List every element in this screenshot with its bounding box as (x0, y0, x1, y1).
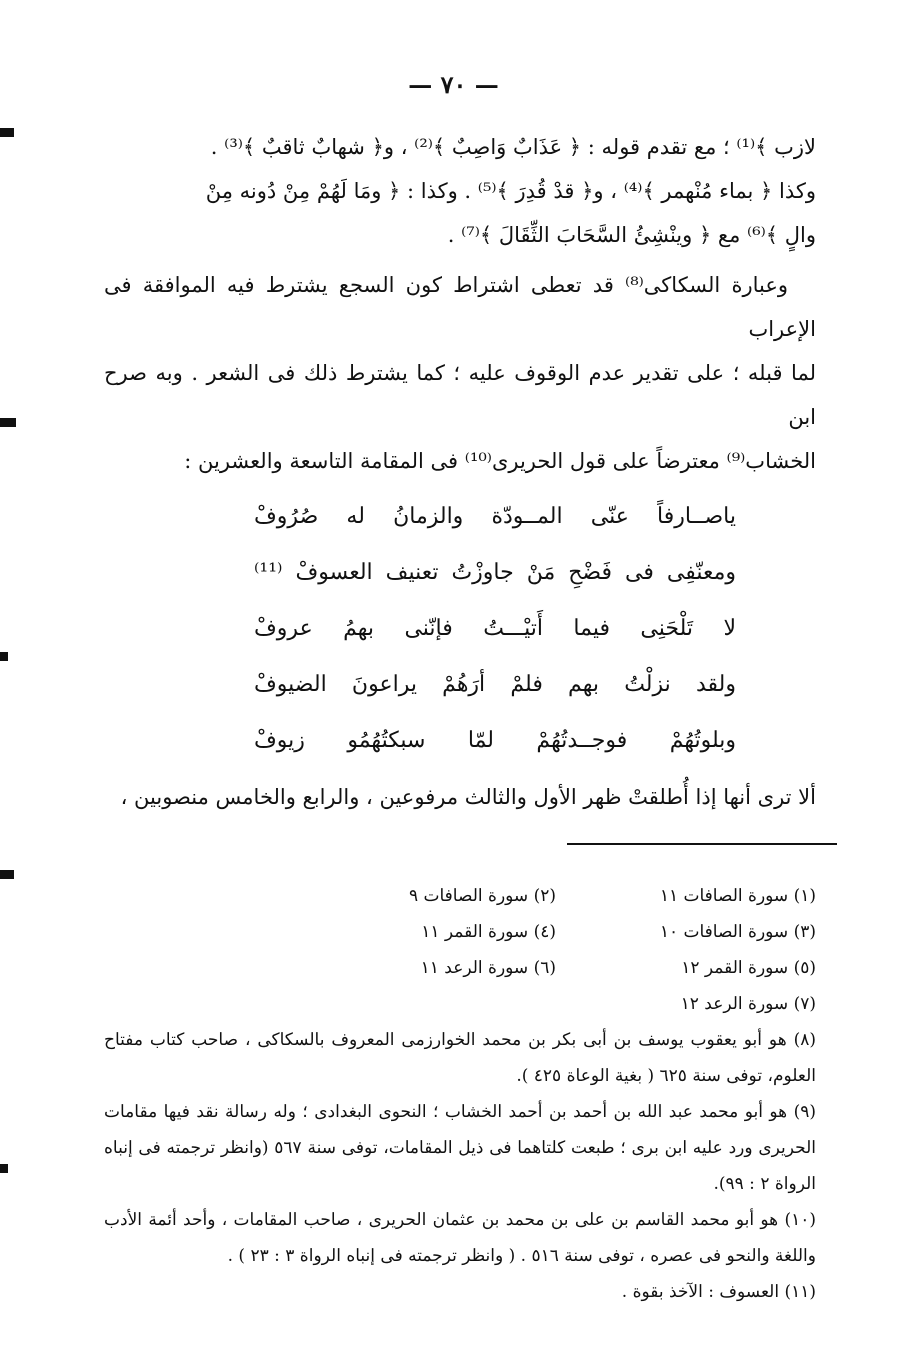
page-number: — ٧٠ — (408, 70, 499, 99)
verse-line: لا تَلْحَنِى فيما أَتيْـــتُ فإنّنى بهمُ عروفْ (254, 616, 736, 641)
footnote: (١٠) هو أبو محمد القاسم بن على بن محمد بن عثمان الحريرى ، صاحب المقامات ، وأحد أئمة الأدب واللغة والنحو فى عصره ، توفى سنة ٥١٦ . ( وانظر ترجمته فى إنباه الرواة ٣ : ٢٣ ) . (104, 1210, 816, 1266)
text-line: والٍ ﴾⁽⁶⁾ مع ﴿ وينْشِئُ السَّحَابَ الثِّقَالَ ﴾⁽⁷⁾ . (447, 223, 816, 247)
scan-margin-mark (0, 1164, 8, 1173)
verse-line: ومعنّفِى فى فَضْحِ مَنْ جاوزْتُ تعنيف العسوفْ ⁽¹¹⁾ (254, 560, 736, 585)
verse-line: ياصــارفاً عنّى المــودّة والزمانُ له صُرُوفْ (254, 504, 736, 529)
footnote: (٩) هو أبو محمد عبد الله بن أحمد بن أحمد الخشاب ؛ النحوى البغدادى ؛ وله رسالة نقد فيها مقامات الحريرى ورد عليه ابن برى ؛ طبعت كلتاهما فى ذيل المقامات، توفى سنة ٥٦٧ (وانظر ترجمته فى إنباه الرواة ٢ : ٩٩). (104, 1102, 816, 1194)
text-line: ألا ترى أنها إذا أُطلقتْ ظهر الأول والثالث مرفوعين ، والرابع والخامس منصوبين ، (120, 785, 816, 809)
text-line: لازب ﴾⁽¹⁾ ؛ مع تقدم قوله : ﴿ عَذَابٌ وَاصِبٌ ﴾⁽²⁾ ، و﴿ شهابٌ ثاقبٌ ﴾⁽³⁾ . (210, 135, 816, 159)
footnote: (٥) سورة القمر ١٢ (681, 958, 816, 978)
footnote: (٧) سورة الرعد ١٢ (680, 994, 816, 1014)
text-line: الخشاب⁽⁹⁾ معترضاً على قول الحريرى⁽¹⁰⁾ فى المقامة التاسعة والعشرين : (184, 449, 816, 473)
verse-line: ولقد نزلْتُ بهم فلمْ أرَهُمْ يراعونَ الضيوفْ (254, 672, 736, 697)
footnotes (104, 878, 816, 1310)
text-line: وكذا ﴿ بماء مُنْهمر ﴾⁽⁴⁾ ، و﴿ قدْ قُدِرَ ﴾⁽⁵⁾ . وكذا : ﴿ ومَا لَهُمْ مِنْ دُونه مِنْ (205, 179, 816, 203)
footnote-long-list (104, 1022, 816, 1310)
footnote-grid (104, 878, 816, 1022)
scan-margin-mark (0, 418, 16, 427)
footnote: (٤) سورة القمر ١١ (421, 922, 556, 942)
footnote: (١١) العسوف : الآخذ بقوة . (621, 1282, 816, 1302)
scan-margin-mark (0, 652, 8, 661)
verse-line: وبلوتُهُمْ فوجــدتُهُمْ لمّا سبكتُهُمُو زيوفْ (254, 728, 736, 753)
footnote: (٦) سورة الرعد ١١ (420, 958, 556, 978)
text-line: وعبارة السكاكى⁽⁸⁾ قد تعطى اشتراط كون السجع يشترط فيه الموافقة فى الإعراب (104, 273, 816, 341)
footnote-separator (567, 843, 837, 845)
text-line: لما قبله ؛ على تقدير عدم الوقوف عليه ؛ كما يشترط ذلك فى الشعر . وبه صرح ابن (104, 361, 816, 429)
scan-margin-mark (0, 128, 14, 137)
footnote: (٢) سورة الصافات ٩ (408, 886, 556, 906)
footnote: (١) سورة الصافات ١١ (659, 886, 816, 906)
footnote: (٣) سورة الصافات ١٠ (659, 922, 816, 942)
footnote: (٨) هو أبو يعقوب يوسف بن أبى بكر بن محمد الخوارزمى المعروف بالسكاكى ، صاحب كتاب مفتاح العلوم، توفى سنة ٦٢٥ ( بغية الوعاة ٤٢٥ ). (104, 1030, 816, 1086)
scan-margin-mark (0, 870, 14, 879)
main-text (104, 125, 816, 819)
poem-verses (104, 489, 816, 769)
